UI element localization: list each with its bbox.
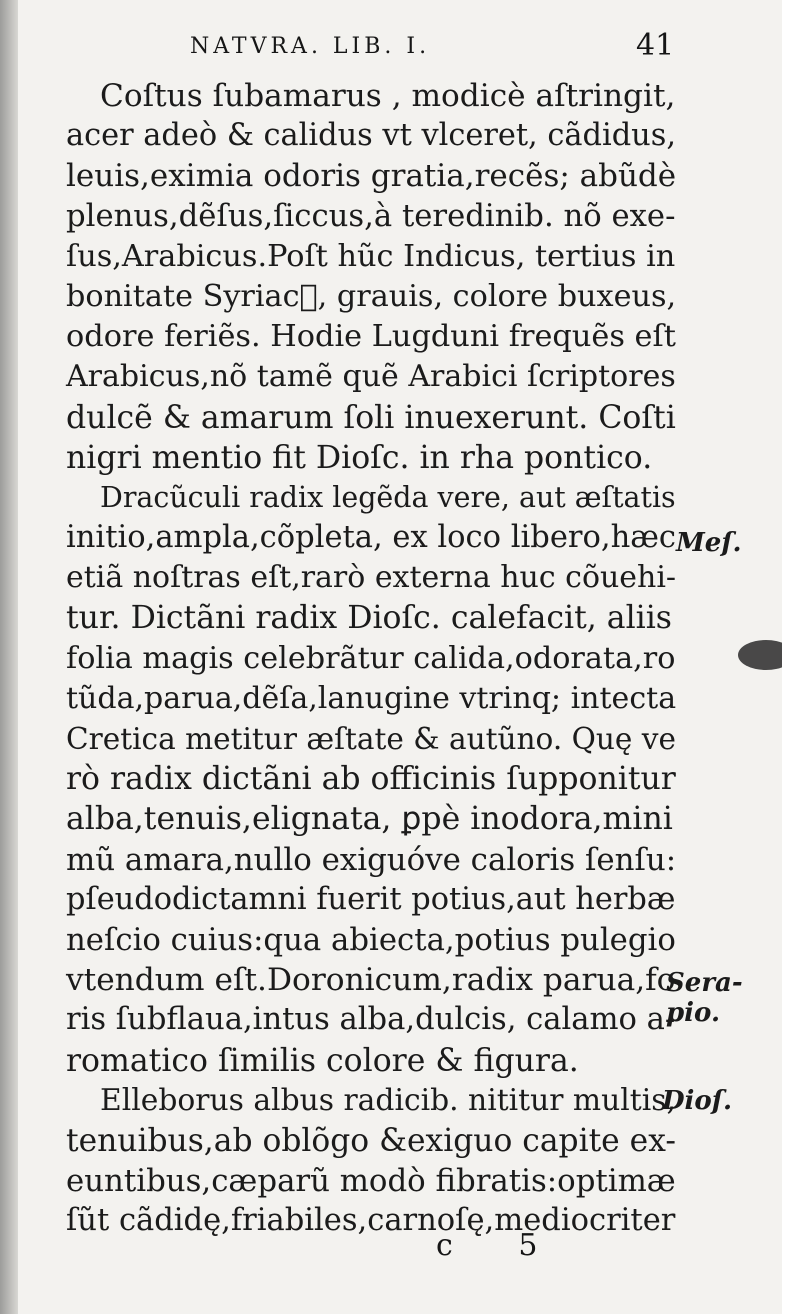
text-line: Elleborus albus radicib. nititur multis, [100,1082,676,1118]
body-text [66,76,676,1241]
text-line: initio,ampla,cõpleta, ex loco libero,hæc [66,520,677,556]
text-line: odore feriẽs. Hodie Lugduni frequẽs eſt [66,319,676,355]
text-line: rò radix dictãni ab officinis ſupponitur [66,761,676,798]
text-line: etiã noſtras eſt,rarò externa huc cõuehi- [66,560,677,596]
marginal-note-line: Sera- [666,968,743,998]
signature-mark: c 5 [436,1228,566,1263]
text-line: alba,tenuis,elignata, ꝑpè inodora,mini [66,801,673,838]
text-line: mũ amara,nullo exiguóve caloris ſenſu: [66,841,677,878]
text-line: acer adeò & calidus vt vlceret, cãdidus, [66,118,676,154]
marginal-note-dios: Dioſ. [662,1086,733,1116]
running-head: NATVRA. LIB. I. [190,34,431,59]
text-line: tur. Dictãni radix Dioſc. calefacit, aliis [66,600,672,637]
text-line: plenus,dẽſus,ſiccus,à teredinib. nõ exe- [66,198,676,234]
marginal-note-serapio [666,968,743,1028]
text-line: tenuibus,ab oblõgo &exiguo capite ex- [66,1122,676,1159]
page-number: 41 [636,28,675,63]
text-line: Cretica metitur æſtate & autũno. Quę ve [66,722,676,756]
binding-gutter [0,0,18,1314]
text-line: Arabicus,nõ tamẽ quẽ Arabici ſcriptores [66,359,676,395]
text-line: pſeudodictamni fuerit potius,aut herbæ [66,881,676,917]
text-line: ſus,Arabicus.Poſt hũc Indicus, tertius in [66,238,676,274]
ink-blot [738,640,782,670]
text-line: folia magis celebrãtur calida,odorata,ro [66,640,676,676]
text-line: ſũt cãdidę,friabiles,carnoſę,mediocriter [66,1203,676,1239]
text-line: leuis,eximia odoris gratia,recẽs; abũdè [66,158,677,195]
text-line: ris ſubflaua,intus alba,dulcis, calamo a- [66,1002,676,1038]
page-header [18,28,782,68]
book-page [18,0,782,1314]
text-line: romatico ſimilis colore & figura. [66,1042,579,1079]
marginal-note-line: pio. [666,998,720,1028]
text-line: tũda,parua,dẽſa,lanugine vtrinq; intecta [66,680,677,716]
text-line: neſcio cuius:qua abiecta,potius pulegio [66,921,676,958]
text-line: vtendum eſt.Doronicum,radix parua,fo [66,962,676,999]
text-line: bonitate Syriac᷑, grauis, colore buxeus, [66,278,677,314]
text-line: Dracũculi radix legẽda vere, aut æſtatis [100,480,676,514]
text-line: nigri mentio fit Dioſc. in rha pontico. [66,439,653,476]
text-line: euntibus,cæparũ modò fibratis:optimæ [66,1163,676,1200]
marginal-note-mes: Meſ. [676,528,742,558]
text-line: dulcẽ & amarum ſoli inuexerunt. Coſti [66,399,676,436]
text-line: Coſtus ſubamarus , modicè aſtringit, [100,78,676,114]
